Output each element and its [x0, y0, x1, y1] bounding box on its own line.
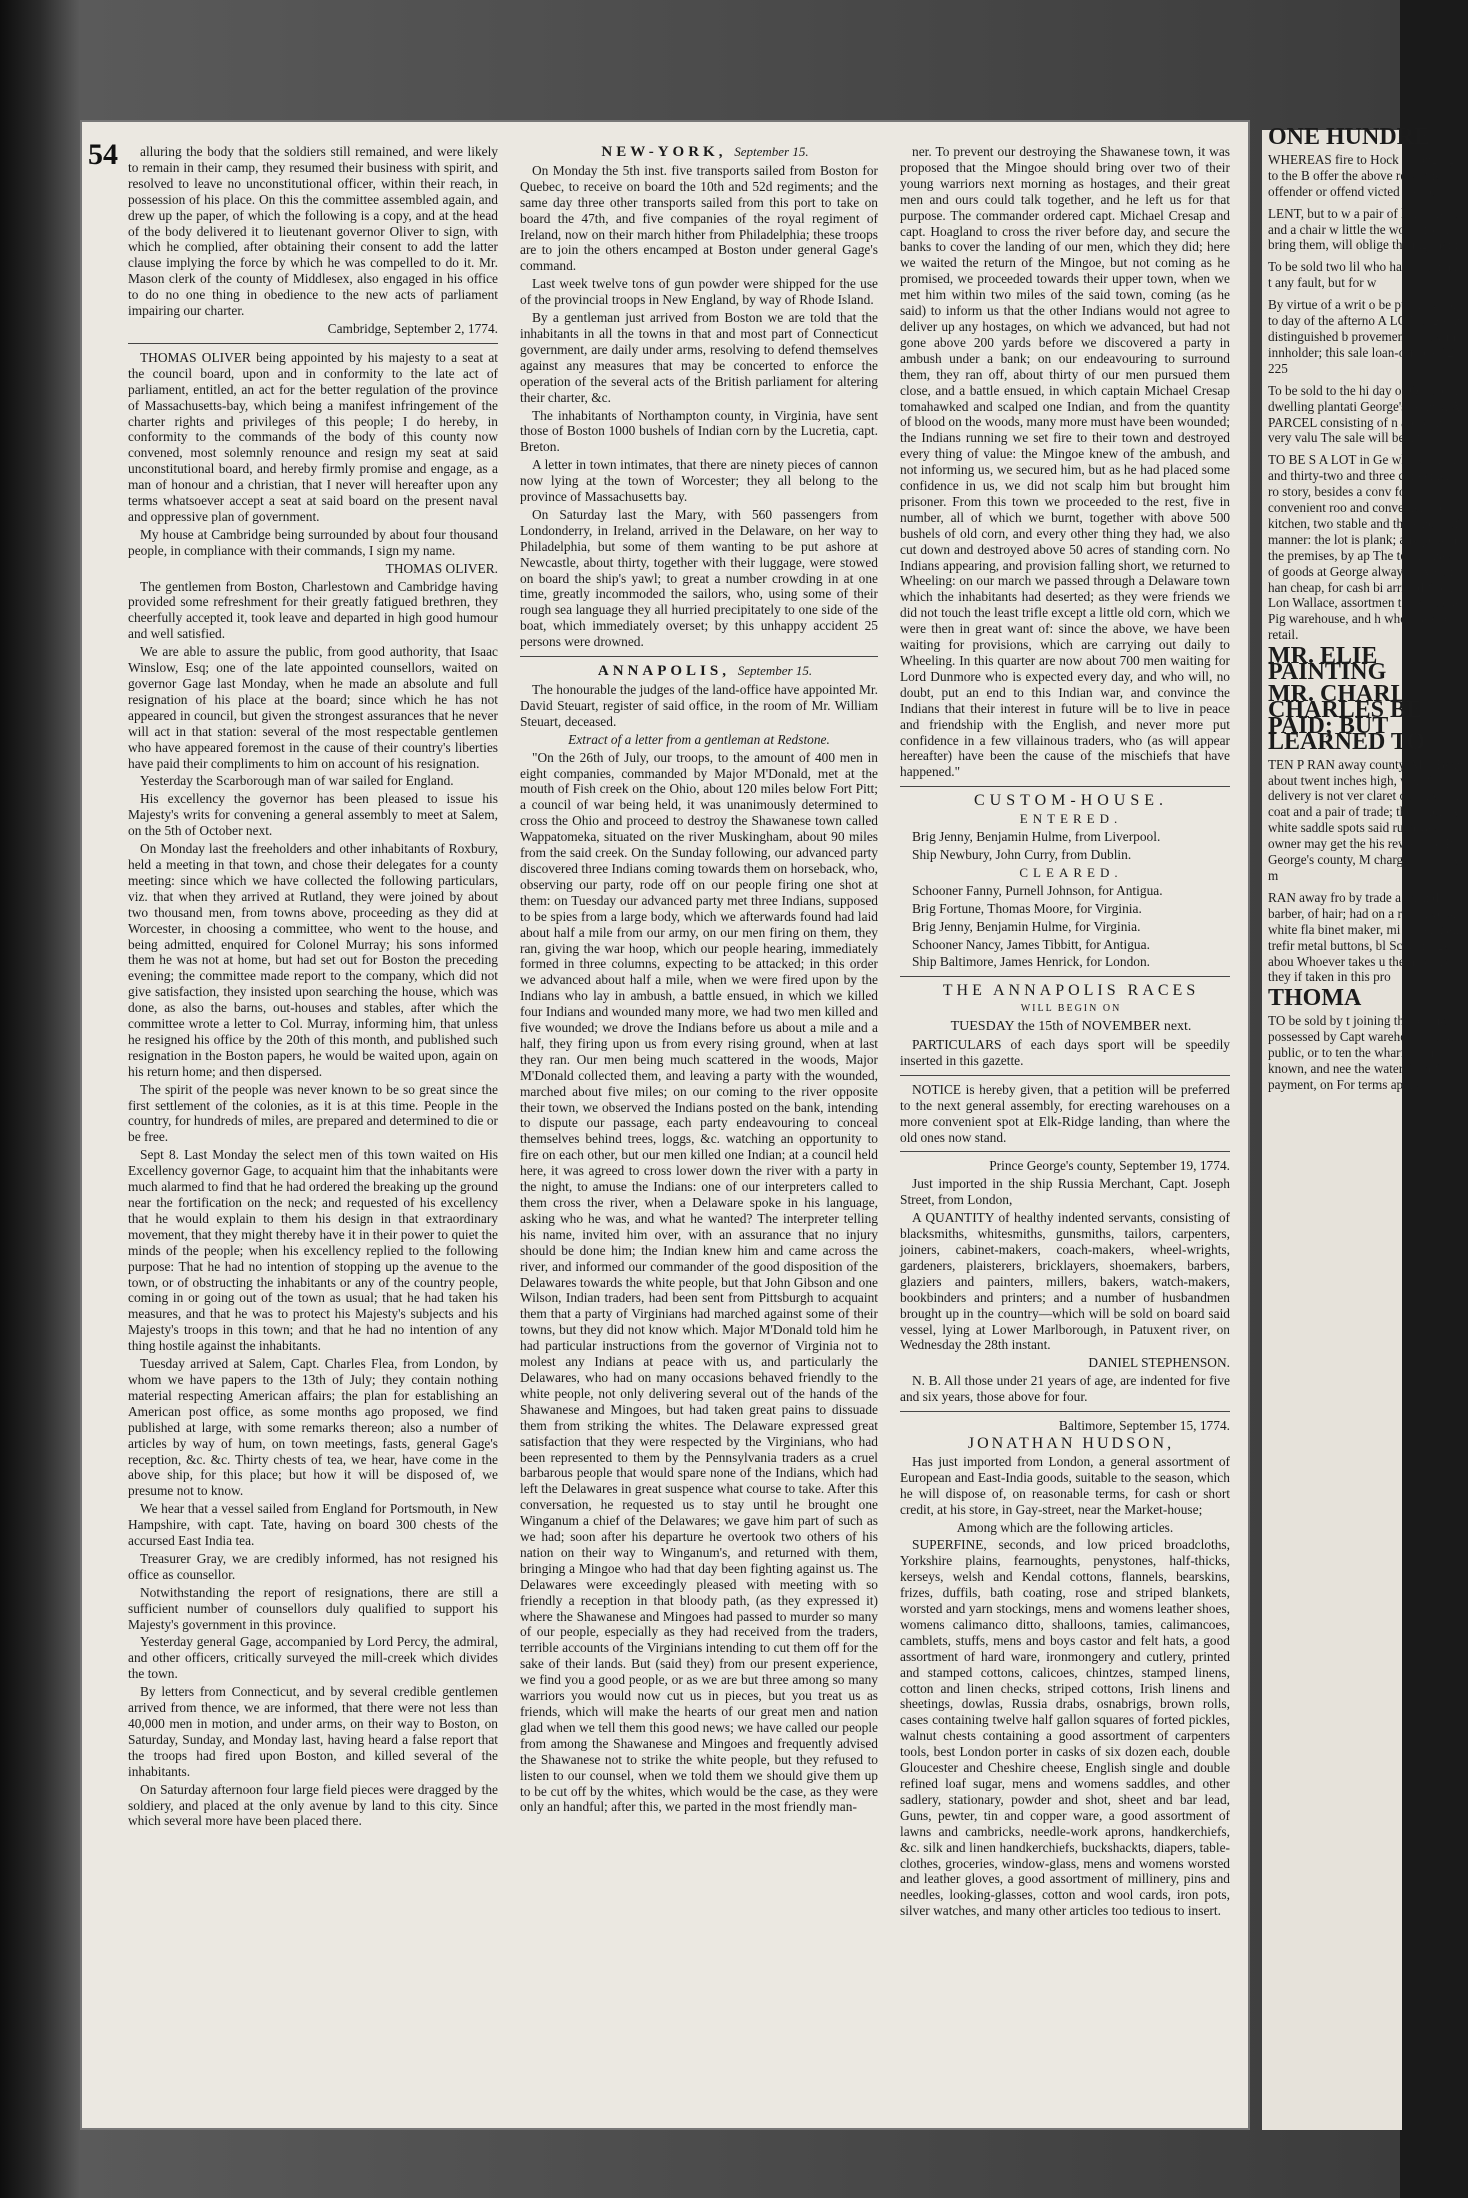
ship-entry: Brig Fortune, Thomas Moore, for Virginia.: [912, 900, 1142, 916]
divider: [520, 656, 878, 657]
races-title: THE ANNAPOLIS RACES: [942, 982, 1200, 1000]
custom-house-heading: CUSTOM-HOUSE.: [973, 792, 1169, 810]
divider: [900, 1151, 1230, 1152]
adjacent-page-text: [1268, 124, 1468, 1099]
column-1: [128, 144, 498, 2104]
article-paragraph: Sept 8. Last Monday the select men of this town waited on His Excellency governor Gage, to acquaint him that the inhabitants were much alarmed to find that he had ordered the breaking up the ground near the fortification on the neck; and requested of his excellency that he would explain to them his design in that extraordinary movement, that they might thereby have it in their power to quiet the minds of the people; when his excellency replied to the following purpose: That he had no intention of stopping up the avenue to the town, or of obstructing the inhabitants or any of the country people, coming in or going out of the town as usual; that he had taken his measures, and that he was to protect his Majesty's subjects and his Majesty's troops in this town; and that he had no intention of any thing hostile against the inhabitants.: [128, 1147, 498, 1354]
servants-note: N. B. All those under 21 years of age, are indented for five and six years, those above for four.: [900, 1373, 1230, 1405]
dateline-annapolis: [520, 663, 878, 680]
servants-ad: A QUANTITY of healthy indented servants, consisting of blacksmiths, whitesmiths, gunsmiths, tailors, carpenters, joiners, cabinet-makers, coach-makers, wheel-wrights, gardeners, plaisterers, bricklayers, shoemakers, barbers, glaziers and painters, millers, bakers, watch-makers, bookbinders and printers; and a number of husbandmen brought up in the country—which will be sold on board said vessel, lying at Lower Marlborough, in Patuxent river, on Wednesday the 28th instant.: [900, 1210, 1230, 1353]
article-paragraph: The gentlemen from Boston, Charlestown and Cambridge having provided some refreshment for their greatly fatigued brethren, they cheerfully accepted it, took leave and departed in high good humour and well satisfied.: [128, 578, 498, 642]
dateline-date: September 15.: [734, 144, 809, 159]
article-paragraph: By a gentleman just arrived from Boston we are told that the inhabitants in all the towns in that and most part of Connecticut government, are daily under arms, resolving to defend themselves against any measures that may be concerted to enforce the operation of the several acts of the British parliament for altering their charter, &c.: [520, 310, 878, 405]
article-paragraph: The honourable the judges of the land-office have appointed Mr. David Steuart, register of said office, in the room of Mr. William Steuart, deceased.: [520, 682, 878, 729]
article-paragraph: By letters from Connecticut, and by several credible gentlemen arrived from thence, we are informed, that there were not less than 40,000 men in motion, and under arms, on their way to Boston, on Saturday, Sunday, and Monday last, having heard a false report that the troops had fired upon Boston, and killed several of the inhabitants.: [128, 1684, 498, 1779]
adjacent-ad: ONE HUNDRE: [1268, 124, 1431, 150]
adjacent-ad: LENT, but to w a pair of leathe rents, and a chair w little the worse for u bring them, will oblige the ing them.: [1268, 205, 1465, 253]
divider: [900, 976, 1230, 977]
divider: [900, 1075, 1230, 1076]
adjacent-ad: RAN away fro by trade a ba and barber, of hair; had on a re drawers, white fla binet maker, mi flaxen hair, trefir metal buttons, bl Scotch, aged abou Whoever takes u them, so as they if taken in this pro: [1268, 889, 1464, 985]
dateline-cambridge: Cambridge, September 2, 1774.: [327, 320, 498, 336]
adjacent-ad: MR. ELIE PAINTING: [1268, 643, 1387, 686]
article-paragraph: The inhabitants of Northampton county, in Virginia, have sent those of Boston 1000 bushels of Indian corn by the Lucretia, capt. Breton.: [520, 407, 878, 455]
dateline-place: ANNAPOLIS,: [597, 663, 730, 680]
hudson-name: JONATHAN HUDSON,: [967, 1434, 1175, 1452]
redstone-letter-continued: ner. To prevent our destroying the Shawanese town, it was proposed that the Mingoe should bring over two of their young warriors next morning as hostages, and their great men and ours could talk together, and he left us for that purpose. The commander ordered capt. Michael Cresap and capt. Hoagland to cross the river before day, and secure the banks to cover the landing of our men, which they did; here we waited the return of the Mingoe, but not coming as he promised, we proceeded towards their upper town, when we met him within two miles of the said town, coming (as he said) to inform us that the other Indians would not agree to deliver up any hostages, on which we advanced, but had not gone above 200 yards before we discovered a party in ambush under a bank; on our endeavouring to surround them, they ran off, about thirty of our men pursued them close, and a battle ensued, in which captain Michael Cresap tomahawked and scalped one Indian, and from the quantity of blood on the woods, many more must have been wounded; the Indians running we set fire to their town and destroyed every thing of value: the Mingoe knew of the ambush, and not informing us, we secured him, but as he had placed some confidence in us, we did not scalp him but brought him prisoner. From this town we proceeded to the rest, five in number, all of which we burnt, together with above 500 bushels of old corn, and every other thing they had, we also cut down and destroyed above 50 acres of standing corn. No Indians appearing, and provision falling short, we returned to Wheeling: on our march we passed through a Delaware town which the inhabitants had deserted; as they were friends we did not touch the least trifle except a little old corn, which we were then in great want of: since the above, we have been waiting for provisions, which are carrying out daily to Wheeling. In this quarter are now about 700 men waiting for Lord Dunmore who is expected every day, and who will, no doubt, put an end to this Indian war, and convince the Indians that their interest in future will be to live in peace and friendship with the English, and never more put confidence in a few villainous traders, who (as will appear hereafter) have been the cause of the mischiefs that have happened.": [900, 144, 1230, 780]
oliver-resignation: THOMAS OLIVER being appointed by his majesty to a seat at the council board, upon and in conformity to the late act of parliament, entitled, an act for the better regulation of the province of Massachusetts-bay, which being a manifest infringement of the charter rights and privileges of this people; I do hereby, in conformity to the commands of the body of this county now convened, most solemnly renounce and resign my seat at said unconstitutional board, and hereby firmly promise and engage, as a man of honour and a christian, that I never will hereafter upon any terms whatsoever accept a seat at said board on the present naval and oppressive plan of government.: [128, 349, 498, 524]
article-paragraph: A letter in town intimates, that there are ninety pieces of cannon now lying at the town of Worcester; they all belong to the province of Massachusetts bay.: [520, 457, 878, 505]
ship-entry: Brig Jenny, Benjamin Hulme, for Virginia.: [912, 918, 1141, 934]
page-number: 54: [88, 138, 118, 171]
ship-entry: Ship Newbury, John Curry, from Dublin.: [912, 846, 1132, 862]
ship-entry: Schooner Fanny, Purnell Johnson, for Antigua.: [912, 882, 1163, 898]
adjacent-ad: TO be sold by t joining the public possessed by Capt warehouses or clo public, or to ten the wharf and i known, and nee the water for a for payment, on For terms apply t: [1268, 1013, 1464, 1092]
ship-entry: Schooner Nancy, James Tibbitt, for Antigua.: [912, 936, 1150, 952]
article-paragraph: On Monday the 5th inst. five transports sailed from Boston for Quebec, to receive on board the 10th and 52d regiments; and the same day three other transports sailed from this port to take on board the 47th, and five companies of the royal regiment of Ireland, now on their march hither from Philadelphia; these troops are to join the others encamped at Boston under general Gage's command.: [520, 162, 878, 274]
dateline-date: September 15.: [737, 663, 813, 679]
hudson-subheading: Among which are the following articles.: [956, 1519, 1174, 1535]
column-2: [520, 144, 878, 2104]
divider: [900, 786, 1230, 787]
redstone-letter: "On the 26th of July, our troops, to the amount of 400 men in eight companies, commanded by Major M'Donald, met at the mouth of Fish creek on the Ohio, about 120 miles below Fort Pitt; a council of war being held, it was unanimously determined to cross the Ohio and proceed to destroy the Shawanese town called Wappatomeka, situated on the river Muskingham, about 90 miles from the said creek. On the Sunday following, our advanced party discovered three Indians coming towards them on horseback, who, observing our party, rode off on our people firing one shot at them: on Tuesday our advanced party met three Indians, supposed to be spies from a large body, which we afterwards found had laid about half a mile from our army, on our men firing on them, they ran, giving the war hoop, which our people hearing, immediately formed in three columns, expecting to be attacked; in this order we advanced about half a mile, when we were fired upon by the Indians who lay in ambush, a battle ensued, in which we killed four Indians and wounded many more, we had two men killed and five wounded; we drove the Indians before us about a mile and a half, they firing upon us from every rising ground, when at last they ran. Our men being much scattered in the woods, Major M'Donald collected them, and leaving a party with the wounded, marched about five miles; on our coming to the river opposite their town, we observed the Indians posted on the bank, intending to dispute our passage, each party endeavouring to conceal themselves behind trees, loggs, &c. watching an opportunity to fire on each other, but our men killed one Indian; at a council held here, it was agreed to cross lower down the river with a party in the night, to amuse the Indians: one of our interpreters called to them cross the river, when a Delaware spoke in his language, asking who he was, and what he wanted? The interpreter telling his name, invited him over, with an assurance that no injury should be done him; the Indian knew him and came across the river, and informed our commander of the good disposition of the Delawares towards the white people, but that John Gibson and one Wilson, Indian traders, had been sent from Pittsburgh to acquaint them that a party of Virginians had marched against some of their towns, but they did not know which. Major M'Donald told him he had particular instructions from the governor of Virginia not to molest any Indians at peace with us, and particularly the Delawares, who had on many occasions behaved friendly to the white people, not only delivering several out of the hands of the Shawanese and Mingoes, but had taken great pains to dissuade them from striking the whites. The Delaware expressed great satisfaction that they were respected by the Virginians, who had been represented to them by the Pennsylvania traders as a cruel barbarous people that would spare none of the Indians, which had left the Delawares in great suspence what course to take. After this conversation, he requested us to stay until he brought one Winganum a chief of the Delawares; we gave him part of such as we had; soon after his departure he overtook two others of his nation on their way to Winganum's, and returned with them, bringing a Mingoe who had that day been fighting against us. The Delawares were exceedingly pleased with meeting with so friendly a reception in that bloody path, (as they expressed it) where the Shawanese and Mingoes had passed to murder so many of our people, especially as they had received from the traders, terrible accounts of the Virginians intending to cut them off for the sake of their lands. But (said they) from our present experience, we find you a good people, or as we are but three among so many warriors you would now cut us in pieces, but you treat us as friends, which will make the hearts of our great men and nation glad when we tell them this good news; we have called our people from among the Shawanese and Mingoes and frequently advised the Shawanese not to strike the white people, but they refused to listen to our counsel, when we told them we should give them up to be cut off by the whites, which would be the case, as they were only an handful; after this, we parted in the most friendly man-: [520, 749, 878, 1815]
article-paragraph: Notwithstanding the report of resignations, there are still a sufficient number of counsellors duly qualified to support his Majesty's government in this province.: [128, 1584, 498, 1632]
article-paragraph: The spirit of the people was never known to be so great since the first settlement of the colonies, as it is at this time. People in the country, for hundreds of miles, are prepared and determined to die or be free.: [128, 1081, 498, 1145]
pg-dateline: Prince George's county, September 19, 1774.: [989, 1158, 1230, 1174]
adjacent-ad: By virtue of a writ o be publicly sold to day of the afterno A LOT of groun distinguished b provements, now in innholder; this sale loan-office of £ 225: [1268, 297, 1464, 376]
signature-stephenson: DANIEL STEPHENSON.: [1088, 1355, 1230, 1371]
article-paragraph: On Monday last the freeholders and other inhabitants of Roxbury, held a meeting in that town, and chose their delegates for a county meeting: since which we have collected the following particulars, viz. that when they arrived at Rutland, they were joined by about two thousand men, from towns above, proceeding as they did at Worcester, in choosing a committee, who went to the house, and being admitted, enquired for Colonel Murray; his sons informed them he was not at home, but had set out for Boston the preceding evening; the committee made report to the company, which did not give satisfaction, they insisted upon searching the house, which was done, as also the barns, out-houses and stables, after which the committee wrote a letter to Col. Murray, informing him, that unless he resigned his office by the 20th of this month, and published such resignation in the Boston papers, he would be waited upon, again on his return home; and then dispersed.: [128, 841, 498, 1079]
article-paragraph: On Saturday last the Mary, with 560 passengers from Londonderry, in Ireland, arrived in the Delaware, on her way to Philadelphia, but some of them wanting to be put ashore at Newcastle, about thirty, together with their luggage, were stowed on board the ship's yawl; to great a number crowding in at one time, greatly incommoded the sailors, who, using some of their rough sea language they all hurried precipitately to one side of the boat, which immediately overset; by this unhappy accident 25 persons were drowned.: [520, 506, 878, 650]
adjacent-ad: To be sold two lil who have both had t any fault, but for w: [1268, 259, 1464, 291]
cleared-heading: CLEARED.: [1019, 864, 1123, 880]
divider: [128, 343, 498, 344]
races-date: TUESDAY the 15th of NOVEMBER next.: [950, 1019, 1192, 1035]
signature-oliver: THOMAS OLIVER.: [385, 560, 498, 576]
article-paragraph: Last week twelve tons of gun powder were shipped for the use of the provincial troops in New England, by way of Rhode Island.: [520, 276, 878, 308]
article-paragraph: Yesterday the Scarborough man of war sailed for England.: [140, 773, 454, 789]
adjacent-ad: TEN P RAN away county, Mar Bean, about twent inches high, well fo delivery is not ver claret coloured bi coat and a pair of trade; the tailor by white saddle spots said runaway, or owner may get the his reward, or Pr George's county, M charges, paid by m: [1268, 756, 1467, 883]
article-paragraph: Tuesday arrived at Salem, Capt. Charles Flea, from London, by whom we have papers to the 13th of July; they contain nothing material respecting American affairs; the plan for establishing an American post office, as some months ago proposed, we find published at large, with some remarks thereon; also a number of articles by way of hum, on town meetings, fasts, general Gage's reception, &c. &c. Thirty chests of tea, we hear, have come in the above ship, for this place; but how it will be disposed of, we presume not to know.: [128, 1356, 498, 1499]
article-paragraph: My house at Cambridge being surrounded by about four thousand people, in compliance with their commands, I sign my name.: [128, 526, 498, 558]
hudson-paragraph: Has just imported from London, a general assortment of European and East-India goods, suitable to the season, which he will dispose of, on reasonable terms, for cash or short credit, at his store, in Gay-street, near the Market-house;: [900, 1453, 1230, 1517]
article-paragraph: On Saturday afternoon four large field pieces were dragged by the soldiery, and placed at the only avenue by land to this city. Since which several more have been placed there.: [128, 1781, 498, 1829]
adjacent-ad: MR. CHARL CHARLES BE PAID; BUT LEARNED TO: [1268, 681, 1426, 755]
adjacent-ad: TO BE S A LOT in Ge wherein is a and thirty-two and three convenient ro story, besides a conv four convenient roo and convenient cel kitchen, two stable and the whole of manner: the lot is plank; any person the premises, by ap The terms may be of goods at George always have on han cheap, for cash bi arrived from Lon Wallace, assortmen to be sold at Pig warehouse, and h wholesale or retail.: [1268, 452, 1468, 643]
extract-heading: Extract of a letter from a gentleman at Redstone.: [568, 731, 830, 747]
baltimore-dateline: Baltimore, September 15, 1774.: [1058, 1418, 1230, 1434]
article-paragraph: alluring the body that the soldiers still remained, and were likely to remain in their camp, they resumed their business with spirit, and resolved to leave no unconstitutional officer, within their reach, in possession of his place. On this the committee assembled again, and drew up the paper, of which the following is a copy, and at the head of the body delivered it to lieutenant governor Oliver to sign, with which he complied, after obtaining their consent to add the latter clause implying the force by which he was compelled to do it. Mr. Mason clerk of the county of Middlesex, also engaged in his office to do no one thing in obedience to the new acts of parliament impairing our charter.: [128, 144, 498, 319]
adjacent-ad: To be sold to the hi day of October n dwelling plantati George's county, A PARCEL consisting of n are some very valu The sale will be att: [1268, 382, 1462, 446]
notice-paragraph: NOTICE is hereby given, that a petition will be preferred to the next general assembly, for erecting warehouses on a more convenient spot at Elk-Ridge landing, than where the old ones now stand.: [900, 1081, 1230, 1145]
adjacent-page-fragment: [1262, 124, 1468, 2130]
races-paragraph: PARTICULARS of each days sport will be speedily inserted in this gazette.: [900, 1037, 1230, 1068]
article-paragraph: His excellency the governor has been pleased to issue his Majesty's writs for convening a general assembly to meet at Salem, on the 5th of October next.: [128, 791, 498, 839]
column-3: [900, 144, 1230, 2104]
newspaper-page: [80, 120, 1250, 2130]
dateline-place: NEW-YORK,: [601, 144, 727, 160]
adjacent-ad: WHEREAS fire to Hock belonging to the B offer the above rewa the offender or offend victed thereof.: [1268, 151, 1455, 199]
divider: [900, 1411, 1230, 1412]
races-subtitle: WILL BEGIN ON: [1020, 1003, 1122, 1015]
dateline-new-york: [520, 144, 878, 161]
article-paragraph: Yesterday general Gage, accompanied by Lord Percy, the admiral, and other officers, critically surveyed the mill-creek which divides the town.: [128, 1634, 498, 1682]
ship-entry: Ship Baltimore, James Henrick, for London.: [912, 954, 1151, 970]
article-paragraph: We are able to assure the public, from good authority, that Isaac Winslow, Esq; one of the late appointed counsellors, waited on governor Gage last Monday, when he made an absolute and full resignation of his place at the board; since which he has not appeared in council, but given the strongest assurances that he never will act in that station: several of the most respectable gentlemen who have appeared foremost in the cause of their country's liberties have paid their compliments to him on account of his resignation.: [128, 644, 498, 771]
entered-heading: ENTERED.: [1019, 811, 1123, 827]
adjacent-ad: THOMA: [1268, 985, 1362, 1012]
pg-import-line: Just imported in the ship Russia Merchant, Capt. Joseph Street, from London,: [900, 1176, 1230, 1208]
hudson-goods-list: SUPERFINE, seconds, and low priced broadcloths, Yorkshire plains, fearnoughts, penystones, half-thicks, kerseys, welsh and Kendal cottons, flannels, bearskins, frizes, duffils, bath coating, rose and striped blankets, worsted and yarn stockings, mens and womens leather shoes, womens calimanco ditto, shalloons, tamies, calimancoes, camblets, stuffs, mens and boys castor and felt hats, a good assortment of hard ware, ironmongery and cutlery, printed and stamped cottons, calicoes, chintzes, stamped linens, cotton and linen checks, striped cottons, Irish linens and sheetings, dowlas, Russia drabs, osnabrigs, brown rolls, cases containing twelve half gallon squares of forted pickles, walnut chests containing a good assortment of carpenters tools, best London porter in casks of six dozen each, double Gloucester and Cheshire cheese, English single and double refined loaf sugar, mens and womens saddles, and other sadlery, stationary, powder and shot, sheet and bar lead, Guns, pewter, tin and copper ware, a good assortment of lawns and cambricks, needle-work aprons, handkerchiefs, &c. silk and linen handkerchiefs, buckshackts, diapers, table-clothes, groceries, window-glass, mens and womens worsted and leather gloves, a good assortment of millinery, pins and needles, looking-glasses, cotton and wool cards, iron pots, silver watches, and many other articles too tedious to insert.: [900, 1537, 1230, 1919]
article-paragraph: We hear that a vessel sailed from England for Portsmouth, in New Hampshire, with capt. Tate, having on board 300 chests of the accursed East India tea.: [128, 1501, 498, 1549]
ship-entry: Brig Jenny, Benjamin Hulme, from Liverpool.: [912, 829, 1161, 845]
article-paragraph: Treasurer Gray, we are credibly informed, has not resigned his office as counsellor.: [128, 1550, 498, 1582]
